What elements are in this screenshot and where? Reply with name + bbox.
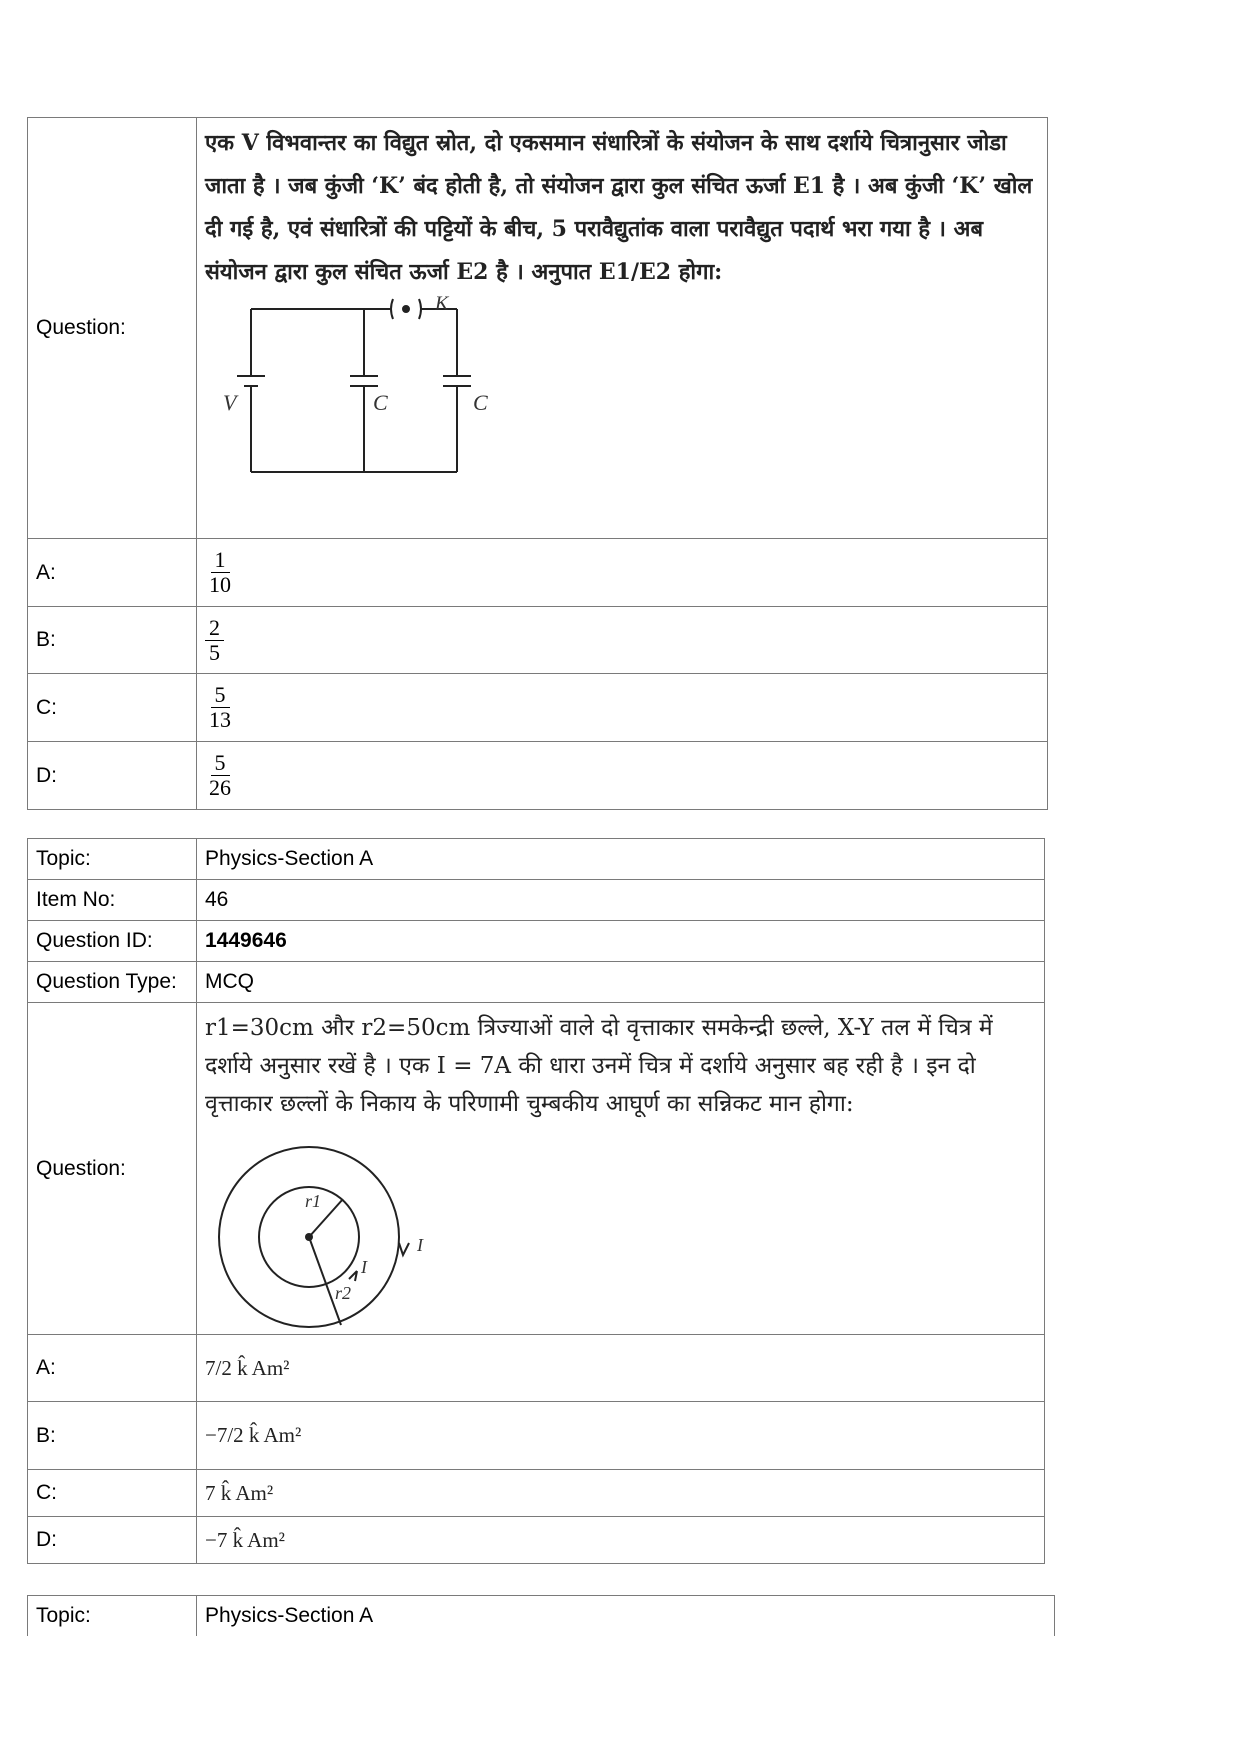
option-label: D:: [28, 1517, 197, 1564]
numerator: 5: [211, 683, 230, 708]
question-row: [28, 118, 1048, 539]
question-table-1: [27, 117, 1048, 810]
option-row: [28, 1402, 1045, 1470]
denominator: 5: [209, 639, 220, 665]
option-label: A:: [28, 1335, 197, 1402]
topic-value: Physics-Section A: [197, 1596, 1055, 1636]
numerator: 5: [211, 751, 230, 776]
fraction: [205, 616, 224, 665]
key-label: K: [435, 294, 449, 315]
option-label: C:: [28, 674, 197, 742]
option-row: [28, 674, 1048, 742]
outer-current-label: I: [417, 1235, 423, 1255]
option-value: [197, 674, 1048, 742]
fraction: [205, 548, 235, 597]
option-label: D:: [28, 742, 197, 810]
r1-label: r1: [305, 1191, 322, 1211]
denominator: 13: [209, 707, 231, 732]
question-id-value: 1449646: [197, 921, 1045, 962]
fraction: [205, 751, 235, 800]
concentric-loops-diagram: [213, 1131, 443, 1331]
capacitor-1-label: C: [373, 390, 388, 415]
question-row: [28, 1003, 1045, 1335]
question-cell: [197, 1003, 1045, 1335]
meta-row-id: [28, 921, 1045, 962]
option-label: B:: [28, 1402, 197, 1470]
question-cell: [197, 118, 1048, 539]
circuit-diagram: [211, 294, 491, 484]
option-value: 7/2 k̂ Am²: [197, 1335, 1045, 1402]
option-value: −7/2 k̂ Am²: [197, 1402, 1045, 1470]
meta-row-topic: [28, 1596, 1055, 1636]
topic-label: Topic:: [28, 1596, 197, 1636]
question-text: r1=30cm और r2=50cm त्रिज्याओं वाले दो वृत्ताकार समकेन्द्री छल्ले, X-Y तल में चित्र में दर्शाये अनुसार रखें है । एक I = 7A की धारा उनमें चित्र में दर्शाये अनुसार बह रही है । इन दो वृत्ताकार छल्लों के निकाय के परिणामी चुम्बकीय आघूर्ण का सन्निकट मान होगा:: [205, 1015, 993, 1117]
option-row: [28, 607, 1048, 674]
r2-label: r2: [335, 1283, 352, 1303]
option-row: [28, 1335, 1045, 1402]
topic-value: Physics-Section A: [197, 839, 1045, 880]
item-no-label: Item No:: [28, 880, 197, 921]
question-table-3: [27, 1595, 1055, 1636]
option-value: −7 k̂ Am²: [197, 1517, 1045, 1564]
option-row: [28, 539, 1048, 607]
meta-row-item: [28, 880, 1045, 921]
option-row: [28, 1470, 1045, 1517]
option-value: 7 k̂ Am²: [197, 1470, 1045, 1517]
option-value: [197, 742, 1048, 810]
topic-label: Topic:: [28, 839, 197, 880]
meta-row-type: [28, 962, 1045, 1003]
option-value: [197, 539, 1048, 607]
option-row: [28, 1517, 1045, 1564]
inner-current-label: I: [361, 1257, 367, 1277]
battery-label: V: [223, 390, 237, 415]
numerator: 1: [211, 548, 230, 573]
denominator: 10: [209, 572, 231, 597]
denominator: 26: [209, 775, 231, 800]
option-label: A:: [28, 539, 197, 607]
capacitor-2-label: C: [473, 390, 488, 415]
question-type-label: Question Type:: [28, 962, 197, 1003]
option-label: B:: [28, 607, 197, 674]
question-label: Question:: [28, 1003, 197, 1335]
meta-row-topic: [28, 839, 1045, 880]
fraction: [205, 683, 235, 732]
question-type-value: MCQ: [197, 962, 1045, 1003]
option-row: [28, 742, 1048, 810]
question-text: एक V विभवान्तर का विद्युत स्रोत, दो एकसमान संधारित्रों के संयोजन के साथ दर्शाये चित्रानुसार जोडा जाता है । जब कुंजी ‘K’ बंद होती है, तो संयोजन द्वारा कुल संचित ऊर्जा E1 है । अब कुंजी ‘K’ खोल दी गई है, एवं संधारित्रों की पट्टियों के बीच, 5 परावैद्युतांक वाला परावैद्युत पदार्थ भरा गया है । अब संयोजन द्वारा कुल संचित ऊर्जा E2 है । अनुपात E1/E2 होगा:: [205, 130, 1033, 285]
option-value: [197, 607, 1048, 674]
question-id-label: Question ID:: [28, 921, 197, 962]
numerator: 2: [205, 616, 224, 641]
question-table-2: [27, 838, 1045, 1564]
option-label: C:: [28, 1470, 197, 1517]
item-no-value: 46: [197, 880, 1045, 921]
question-label: Question:: [28, 118, 197, 539]
